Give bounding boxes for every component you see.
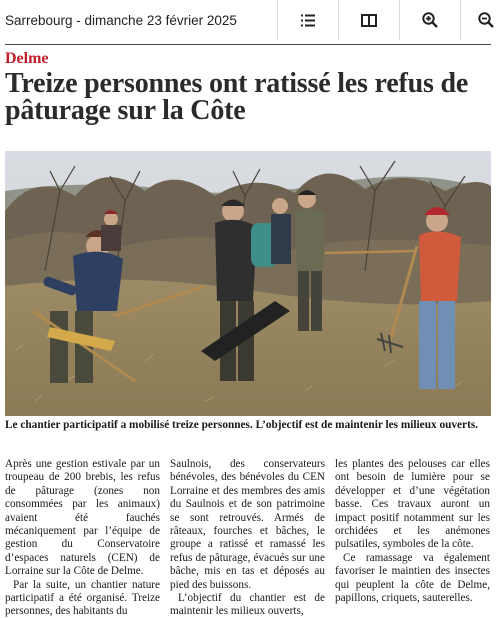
page-view-button[interactable]	[338, 0, 399, 40]
paragraph: Ce ramassage va également favoriser le maintien des insectes qui peuplent la côte de Delme, papillons, criquets, sauterelles.	[335, 551, 490, 605]
section-label: Delme	[5, 50, 49, 67]
paragraph: Par la suite, un chantier nature participatif a été organisé. Treize personnes, des habitants du	[5, 578, 160, 618]
column-3	[335, 458, 490, 618]
paragraph: L’objectif du chantier est de maintenir les milieux ouverts,	[170, 592, 325, 618]
column-2	[170, 458, 325, 618]
book-icon	[361, 14, 377, 27]
paragraph: les plantes des pelouses car elles ont besoin de lumière pour se développer et d’une végétation basse. Ces travaux auront un impact positif notamment sur les orchidées et les anémones pulsatiles, symboles de la côte.	[335, 458, 490, 551]
article-photo	[5, 151, 491, 416]
zoom-in-icon	[422, 12, 438, 28]
header-rule	[5, 44, 491, 45]
zoom-out-button[interactable]	[460, 0, 496, 40]
zoom-in-button[interactable]	[399, 0, 460, 40]
column-1	[5, 458, 160, 618]
toolbar	[0, 0, 496, 40]
edition-date: Sarrebourg - dimanche 23 février 2025	[5, 12, 237, 28]
zoom-out-icon	[478, 12, 494, 28]
summary-button[interactable]	[277, 0, 338, 40]
list-icon	[301, 14, 315, 27]
paragraph: Saulnois, des conservateurs bénévoles, des bénévoles du CEN Lorraine et des membres des amis du Saulnois et de son patrimoine se sont retrouvés. Armés de râteaux, fourches et bâches, le groupe a ratissé et ramassé les refus de pâturage, évacués sur une bâche, mis en tas et déposés au pied des buissons.	[170, 458, 325, 591]
photo-caption: Le chantier participatif a mobilisé treize personnes. L’objectif est de maintenir les milieux ouverts.	[5, 419, 479, 431]
paragraph: Après une gestion estivale par un troupeau de 200 brebis, les refus de pâturage (zones non consommées par les animaux) avaient été fauchés mécaniquement par l’équipe de gestion du Conservatoire d’espaces naturels (CEN) de Lorraine sur la Côte de Delme.	[5, 458, 160, 578]
article-body	[5, 458, 491, 618]
article-headline: Treize personnes ont ratissé les refus de pâturage sur la Côte	[5, 68, 469, 126]
